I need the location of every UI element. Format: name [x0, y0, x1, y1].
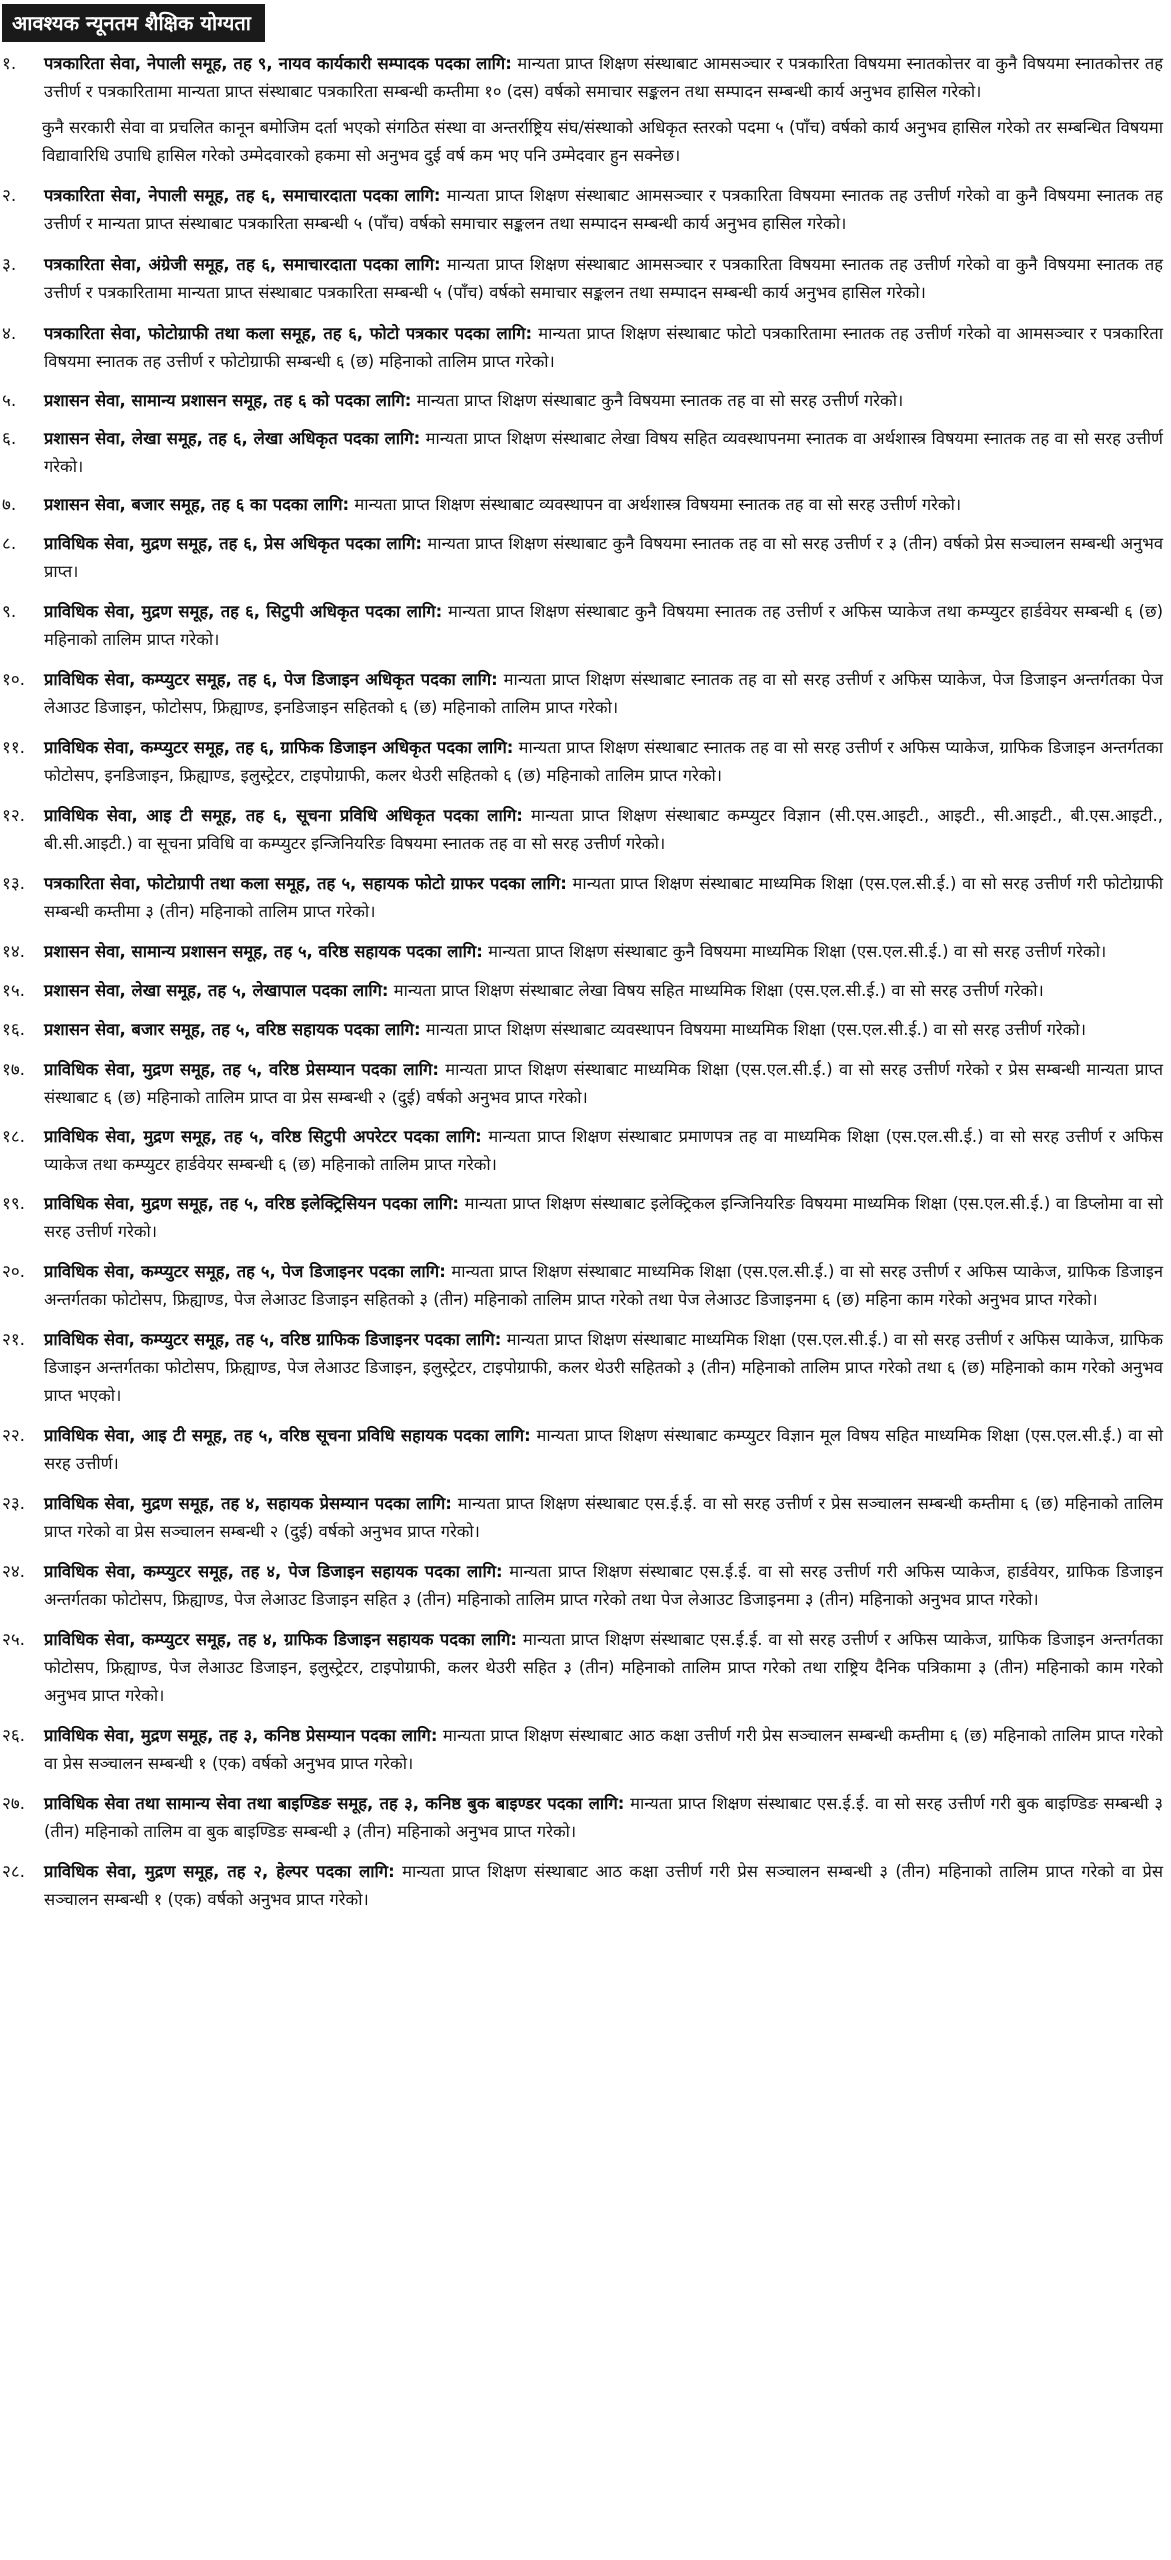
qualification-row — [0, 666, 1171, 722]
post-title: प्राविधिक सेवा, मुद्रण समूह, तह ६, प्रेस अधिकृत पदका लागि: — [44, 534, 422, 553]
post-title: प्राविधिक सेवा, आइ टी समूह, तह ५, वरिष्ठ सूचना प्रविधि सहायक पदका लागि: — [44, 1426, 531, 1445]
item-text — [44, 1422, 1163, 1478]
qualification-row — [0, 182, 1171, 238]
post-title: प्राविधिक सेवा, मुद्रण समूह, तह ५, वरिष्ठ इलेक्ट्रिसियन पदका लागि: — [44, 1194, 460, 1213]
item-number: १८. — [2, 1127, 26, 1147]
qualification-row — [0, 387, 1171, 415]
item-text — [44, 320, 1163, 376]
item-number: १७. — [2, 1060, 26, 1080]
qualification-text: मान्यता प्राप्त शिक्षण संस्थाबाट फोटो पत्रकारितामा स्नातक तह उत्तीर्ण गरेको वा आमसञ्चार र पत्रकारिता विषयमा स्नातक तह उत्तीर्ण र फोटोग्राफी सम्बन्धी ६ (छ) महिनाको तालिम प्राप्त गरेको। — [44, 324, 1163, 371]
item-number: २३. — [2, 1494, 26, 1514]
item-text — [44, 1326, 1163, 1410]
qualification-text: मान्यता प्राप्त शिक्षण संस्थाबाट आमसञ्चार र पत्रकारिता विषयमा स्नातक तह उत्तीर्ण गरेको वा कुनै विषयमा स्नातक तह उत्तीर्ण र मान्यता प्राप्त संस्थाबाट पत्रकारिता सम्बन्धी ५ (पाँच) वर्षको समाचार सङ्कलन तथा सम्पादन सम्बन्धी कार्य अनुभव हासिल गरेको। — [44, 186, 1163, 233]
qualification-text: मान्यता प्राप्त शिक्षण संस्थाबाट कुनै विषयमा माध्यमिक शिक्षा (एस.एल.सी.ई.) वा सो सरह उत्तीर्ण गरेको। — [482, 942, 1107, 961]
qualification-item — [0, 1858, 1171, 1914]
post-title: प्राविधिक सेवा, कम्प्युटर समूह, तह ५, वरिष्ठ ग्राफिक डिजाइनर पदका लागि: — [44, 1330, 502, 1349]
item-text — [44, 50, 1163, 106]
post-title: प्रशासन सेवा, लेखा समूह, तह ५, लेखापाल पदका लागि: — [44, 981, 389, 1000]
item-text — [44, 425, 1163, 481]
qualification-text: मान्यता प्राप्त शिक्षण संस्थाबाट लेखा विषय सहित माध्यमिक शिक्षा (एस.एल.सी.ई.) वा सो सरह उत्तीर्ण गरेको। — [388, 981, 1044, 1000]
post-title: प्राविधिक सेवा, मुद्रण समूह, तह ३, कनिष्ठ प्रेसम्यान पदका लागि: — [44, 1726, 438, 1745]
item-text — [44, 530, 1163, 586]
item-number: २. — [2, 186, 17, 206]
qualification-item — [0, 1056, 1171, 1112]
qualification-row — [0, 1722, 1171, 1778]
qualification-text: मान्यता प्राप्त शिक्षण संस्थाबाट व्यवस्थापन विषयमा माध्यमिक शिक्षा (एस.एल.सी.ई.) वा सो सरह उत्तीर्ण गरेको। — [420, 1020, 1086, 1039]
qualification-item — [0, 870, 1171, 926]
item-number: ११. — [2, 738, 26, 758]
qualification-row — [0, 734, 1171, 790]
qualification-item — [0, 1422, 1171, 1478]
qualification-row — [0, 598, 1171, 654]
qualification-row — [0, 1123, 1171, 1179]
item-number: १२. — [2, 806, 26, 826]
post-title: प्रशासन सेवा, सामान्य प्रशासन समूह, तह ६ को पदका लागि: — [44, 391, 412, 410]
qualification-row — [0, 1016, 1171, 1044]
qualification-item — [0, 251, 1171, 307]
item-text — [44, 1190, 1163, 1246]
qualification-item — [0, 320, 1171, 376]
post-title: प्रशासन सेवा, सामान्य प्रशासन समूह, तह ५, वरिष्ठ सहायक पदका लागि: — [44, 942, 483, 961]
item-text — [44, 734, 1163, 790]
post-title: प्राविधिक सेवा, कम्प्युटर समूह, तह ४, ग्राफिक डिजाइन सहायक पदका लागि: — [44, 1630, 517, 1649]
qualification-row — [0, 1558, 1171, 1614]
item-text — [44, 870, 1163, 926]
post-title: प्राविधिक सेवा तथा सामान्य सेवा तथा बाइण्डिङ समूह, तह ३, कनिष्ठ बुक बाइण्डर पदका लागि: — [44, 1794, 625, 1813]
qualification-text: मान्यता प्राप्त शिक्षण संस्थाबाट स्नातक तह वा सो सरह उत्तीर्ण र अफिस प्याकेज, ग्राफिक डिजाइन अन्तर्गतका फोटोसप, इनडिजाइन, फ्रिह्याण्ड, इलुस्ट्रेटर, टाइपोग्राफी, कलर थेउरी सहितको ६ (छ) महिनाको तालिम प्राप्त गरेको। — [44, 738, 1163, 785]
qualification-row — [0, 425, 1171, 481]
qualification-text: मान्यता प्राप्त शिक्षण संस्थाबाट स्नातक तह वा सो सरह उत्तीर्ण र अफिस प्याकेज, पेज डिजाइन अन्तर्गतका पेज लेआउट डिजाइन, फोटोसप, फ्रिह्याण्ड, इनडिजाइन सहितको ६ (छ) महिनाको तालिम प्राप्त गरेको। — [44, 670, 1163, 717]
qualification-item — [0, 491, 1171, 519]
item-number: १३. — [2, 874, 26, 894]
item-text — [44, 598, 1163, 654]
qualification-row — [0, 1190, 1171, 1246]
qualification-text: मान्यता प्राप्त शिक्षण संस्थाबाट एस.ई.ई. वा सो सरह उत्तीर्ण गरी अफिस प्याकेज, हार्डवेयर, ग्राफिक डिजाइन अन्तर्गतका फोटोसप, फ्रिह्याण्ड, पेज लेआउट डिजाइन सहित ३ (तीन) महिनाको तालिम प्राप्त गरेको तथा पेज लेआउट डिजाइनमा ३ (तीन) महिनाको अनुभव प्राप्त गरेको। — [44, 1562, 1163, 1609]
qualification-text: मान्यता प्राप्त शिक्षण संस्थाबाट प्रमाणपत्र तह वा माध्यमिक शिक्षा (एस.एल.सी.ई.) वा सो सरह उत्तीर्ण र अफिस प्याकेज तथा कम्प्युटर हार्डवेयर सम्बन्धी ६ (छ) महिनाको तालिम प्राप्त गरेको। — [44, 1127, 1163, 1174]
item-text — [44, 1258, 1163, 1314]
qualification-row — [0, 977, 1171, 1005]
item-number: १. — [2, 54, 17, 74]
qualification-row — [0, 1056, 1171, 1112]
qualification-text: मान्यता प्राप्त शिक्षण संस्थाबाट कुनै विषयमा स्नातक तह वा सो सरह उत्तीर्ण र ३ (तीन) वर्षको प्रेस सञ्चालन सम्बन्धी अनुभव प्राप्त। — [44, 534, 1163, 581]
qualification-item — [0, 1258, 1171, 1314]
qualification-item — [0, 50, 1171, 170]
qualification-item — [0, 1123, 1171, 1179]
qualification-item — [0, 1558, 1171, 1614]
qualification-text: मान्यता प्राप्त शिक्षण संस्थाबाट माध्यमिक शिक्षा (एस.एल.सी.ई.) वा सो सरह उत्तीर्ण गरी फोटोग्राफी सम्बन्धी कम्तीमा ३ (तीन) महिनाको तालिम प्राप्त गरेको। — [44, 874, 1163, 921]
qualification-item — [0, 1722, 1171, 1778]
item-number: २१. — [2, 1330, 26, 1350]
post-title: प्राविधिक सेवा, कम्प्युटर समूह, तह ४, पेज डिजाइन सहायक पदका लागि: — [44, 1562, 503, 1581]
qualification-text: मान्यता प्राप्त शिक्षण संस्थाबाट आठ कक्षा उत्तीर्ण गरी प्रेस सञ्चालन सम्बन्धी कम्तीमा ६ (छ) महिनाको तालिम प्राप्त गरेको वा प्रेस सञ्चालन सम्बन्धी १ (एक) वर्षको अनुभव प्राप्त गरेको। — [44, 1726, 1164, 1773]
qualification-row — [0, 1326, 1171, 1410]
item-number: २२. — [2, 1426, 26, 1446]
item-text — [44, 666, 1163, 722]
qualification-text: मान्यता प्राप्त शिक्षण संस्थाबाट एस.ई.ई. वा सो सरह उत्तीर्ण र प्रेस सञ्चालन सम्बन्धी कम्तीमा ६ (छ) महिनाको तालिम प्राप्त गरेको वा प्रेस सञ्चालन सम्बन्धी २ (दुई) वर्षको अनुभव प्राप्त गरेको। — [44, 1494, 1163, 1541]
qualification-text: मान्यता प्राप्त शिक्षण संस्थाबाट व्यवस्थापन वा अर्थशास्त्र विषयमा स्नातक तह वा सो सरह उत्तीर्ण गरेको। — [349, 495, 962, 514]
qualification-text: मान्यता प्राप्त शिक्षण संस्थाबाट आठ कक्षा उत्तीर्ण गरी प्रेस सञ्चालन सम्बन्धी ३ (तीन) महिनाको तालिम प्राप्त गरेको वा प्रेस सञ्चालन सम्बन्धी १ (एक) वर्षको अनुभव प्राप्त गरेको। — [44, 1862, 1163, 1909]
post-title: प्राविधिक सेवा, कम्प्युटर समूह, तह ६, पेज डिजाइन अधिकृत पदका लागि: — [44, 670, 498, 689]
post-title: प्राविधिक सेवा, कम्प्युटर समूह, तह ५, पेज डिजाइनर पदका लागि: — [44, 1262, 446, 1281]
qualification-item — [0, 530, 1171, 586]
post-title: प्रशासन सेवा, बजार समूह, तह ६ का पदका लागि: — [44, 495, 350, 514]
item-number: १९. — [2, 1194, 26, 1214]
post-title: पत्रकारिता सेवा, नेपाली समूह, तह ६, समाचारदाता पदका लागि: — [44, 186, 441, 205]
qualification-row — [0, 1858, 1171, 1914]
qualification-item — [0, 1790, 1171, 1846]
item-text — [44, 1016, 1163, 1044]
item-number: १६. — [2, 1020, 26, 1040]
post-title: प्राविधिक सेवा, मुद्रण समूह, तह ४, सहायक प्रेसम्यान पदका लागि: — [44, 1494, 452, 1513]
section-heading: आवश्यक न्यूनतम शैक्षिक योग्यता — [2, 4, 265, 42]
item-number: २८. — [2, 1862, 26, 1882]
qualification-text: मान्यता प्राप्त शिक्षण संस्थाबाट माध्यमिक शिक्षा (एस.एल.सी.ई.) वा सो सरह उत्तीर्ण र अफिस प्याकेज, ग्राफिक डिजाइन अन्तर्गतका फोटोसप, फ्रिह्याण्ड, पेज लेआउट डिजाइन सहितको ३ (तीन) महिनाको तालिम प्राप्त गरेको तथा पेज लेआउट डिजाइनमा ६ (छ) महिना काम गरेको अनुभव प्राप्त गरेको। — [44, 1262, 1163, 1309]
item-text — [44, 1056, 1163, 1112]
item-number: १४. — [2, 942, 26, 962]
qualification-item — [0, 666, 1171, 722]
item-number: १०. — [2, 670, 26, 690]
post-title: प्रशासन सेवा, लेखा समूह, तह ६, लेखा अधिकृत पदका लागि: — [44, 429, 421, 448]
qualification-item — [0, 802, 1171, 858]
item-number: ६. — [2, 429, 17, 449]
item-text — [44, 977, 1163, 1005]
qualification-row — [0, 1422, 1171, 1478]
item-text — [44, 1558, 1163, 1614]
qualification-row — [0, 1626, 1171, 1710]
qualification-item — [0, 1626, 1171, 1710]
post-title: पत्रकारिता सेवा, फोटोग्रापी तथा कला समूह, तह ५, सहायक फोटो ग्राफर पदका लागि: — [44, 874, 567, 893]
item-number: ४. — [2, 324, 17, 344]
item-text — [44, 1790, 1163, 1846]
item-text — [44, 1626, 1163, 1710]
qualification-text: मान्यता प्राप्त शिक्षण संस्थाबाट माध्यमिक शिक्षा (एस.एल.सी.ई.) वा सो सरह उत्तीर्ण गरेको र प्रेस सम्बन्धी मान्यता प्राप्त संस्थाबाट ६ (छ) महिनाको तालिम प्राप्त वा प्रेस सम्बन्धी २ (दुई) वर्षको अनुभव प्राप्त गरेको। — [44, 1060, 1163, 1107]
qualification-row — [0, 491, 1171, 519]
item-text — [44, 1858, 1163, 1914]
post-title: पत्रकारिता सेवा, नेपाली समूह, तह ९, नायव कार्यकारी सम्पादक पदका लागि: — [44, 54, 512, 73]
qualification-text: मान्यता प्राप्त शिक्षण संस्थाबाट आमसञ्चार र पत्रकारिता विषयमा स्नातकोत्तर वा कुनै विषयमा स्नातकोत्तर तह उत्तीर्ण र पत्रकारितामा मान्यता प्राप्त संस्थाबाट पत्रकारिता सम्बन्धी कम्तीमा १० (दस) वर्षको समाचार सङ्कलन तथा सम्पादन सम्बन्धी कार्य अनुभव हासिल गरेको। — [44, 54, 1163, 101]
item-text — [44, 1722, 1163, 1778]
item-number: ५. — [2, 391, 17, 411]
item-text — [44, 491, 1163, 519]
qualification-row — [0, 938, 1171, 966]
qualification-row — [0, 1258, 1171, 1314]
qualification-row — [0, 530, 1171, 586]
post-title: प्राविधिक सेवा, कम्प्युटर समूह, तह ६, ग्राफिक डिजाइन अधिकृत पदका लागि: — [44, 738, 514, 757]
item-text — [44, 1490, 1163, 1546]
qualification-item — [0, 387, 1171, 415]
item-number: २४. — [2, 1562, 26, 1582]
item-number: ९. — [2, 602, 17, 622]
post-title: प्राविधिक सेवा, मुद्रण समूह, तह ५, वरिष्ठ प्रेसम्यान पदका लागि: — [44, 1060, 439, 1079]
additional-note: कुनै सरकारी सेवा वा प्रचलित कानून बमोजिम दर्ता भएको संगठित संस्था वा अन्तर्राष्ट्रिय संघ/संस्थाको अधिकृत स्तरको पदमा ५ (पाँच) वर्षको कार्य अनुभव हासिल गरेको तर सम्बन्धित विषयमा विद्यावारिधि उपाधि हासिल गरेको उम्मेदवारको हकमा सो अनुभव दुई वर्ष कम भए पनि उम्मेदवार हुन सक्नेछ। — [42, 118, 1163, 165]
qualification-row — [0, 1790, 1171, 1846]
qualification-text: मान्यता प्राप्त शिक्षण संस्थाबाट कम्प्युटर विज्ञान (सी.एस.आइटी., आइटी., सी.आइटी., बी.एस.आइटी., बी.सी.आइटी.) वा सूचना प्रविधि वा कम्प्युटर इन्जिनियरिङ विषयमा स्नातक तह वा सो सरह उत्तीर्ण गरेको। — [44, 806, 1163, 853]
qualification-item — [0, 1016, 1171, 1044]
item-number: ७. — [2, 495, 17, 515]
item-text — [44, 802, 1163, 858]
item-number: १५. — [2, 981, 26, 1001]
qualification-item — [0, 182, 1171, 238]
post-title: प्राविधिक सेवा, आइ टी समूह, तह ६, सूचना प्रविधि अधिकृत पदका लागि: — [44, 806, 523, 825]
qualification-item — [0, 938, 1171, 966]
item-number: ३. — [2, 255, 17, 275]
qualification-text: मान्यता प्राप्त शिक्षण संस्थाबाट कुनै विषयमा स्नातक तह उत्तीर्ण र अफिस प्याकेज तथा कम्प्युटर हार्डवेयर सम्बन्धी ६ (छ) महिनाको तालिम प्राप्त गरेको। — [44, 602, 1163, 649]
post-title: पत्रकारिता सेवा, अंग्रेजी समूह, तह ६, समाचारदाता पदका लागि: — [44, 255, 441, 274]
qualification-text: मान्यता प्राप्त शिक्षण संस्थाबाट लेखा विषय सहित व्यवस्थापनमा स्नातक वा अर्थशास्त्र विषयमा स्नातक तह वा सो सरह उत्तीर्ण गरेको। — [44, 429, 1163, 476]
qualification-row — [0, 802, 1171, 858]
qualification-text: मान्यता प्राप्त शिक्षण संस्थाबाट कम्प्युटर विज्ञान मूल विषय सहित माध्यमिक शिक्षा (एस.एल.सी.ई.) वा सो सरह उत्तीर्ण। — [44, 1426, 1163, 1473]
qualification-row — [0, 251, 1171, 307]
qualification-list — [0, 50, 1171, 2560]
item-text — [44, 1123, 1163, 1179]
item-number: २५. — [2, 1630, 26, 1650]
qualification-text: मान्यता प्राप्त शिक्षण संस्थाबाट आमसञ्चार र पत्रकारिता विषयमा स्नातक तह उत्तीर्ण गरेको वा कुनै विषयमा स्नातक तह उत्तीर्ण र पत्रकारितामा मान्यता प्राप्त संस्थाबाट पत्रकारिता सम्बन्धी ५ (पाँच) वर्षको समाचार सङ्कलन तथा सम्पादन सम्बन्धी कार्य अनुभव हासिल गरेको। — [44, 255, 1163, 302]
qualification-item — [0, 1490, 1171, 1546]
item-number: २०. — [2, 1262, 26, 1282]
qualification-item — [0, 1326, 1171, 1410]
item-text — [44, 387, 1163, 415]
qualification-text: मान्यता प्राप्त शिक्षण संस्थाबाट कुनै विषयमा स्नातक तह वा सो सरह उत्तीर्ण गरेको। — [411, 391, 904, 410]
qualification-row — [0, 870, 1171, 926]
qualification-item — [0, 598, 1171, 654]
item-number: २७. — [2, 1794, 26, 1814]
item-text — [44, 182, 1163, 238]
qualification-text: मान्यता प्राप्त शिक्षण संस्थाबाट एस.ई.ई. वा सो सरह उत्तीर्ण र अफिस प्याकेज, ग्राफिक डिजाइन अन्तर्गतका फोटोसप, फ्रिह्याण्ड, पेज लेआउट डिजाइन, इलुस्ट्रेटर, टाइपोग्राफी, कलर थेउरी सहित ३ (तीन) महिनाको तालिम प्राप्त गरेको तथा राष्ट्रिय दैनिक पत्रिकामा ३ (तीन) महिनाको काम गरेको अनुभव प्राप्त गरेको। — [44, 1630, 1163, 1705]
qualification-item — [0, 1190, 1171, 1246]
qualification-item — [0, 425, 1171, 481]
item-number: ८. — [2, 534, 17, 554]
post-title: पत्रकारिता सेवा, फोटोग्राफी तथा कला समूह, तह ६, फोटो पत्रकार पदका लागि: — [44, 324, 533, 343]
qualification-text: मान्यता प्राप्त शिक्षण संस्थाबाट एस.ई.ई. वा सो सरह उत्तीर्ण गरी बुक बाइण्डिङ सम्बन्धी ३ (तीन) महिनाको तालिम वा बुक बाइण्डिङ सम्बन्धी ३ (तीन) महिनाको अनुभव प्राप्त गरेको। — [44, 1794, 1163, 1841]
qualification-row — [0, 50, 1171, 106]
item-text — [44, 938, 1163, 966]
post-title: प्राविधिक सेवा, मुद्रण समूह, तह २, हेल्पर पदका लागि: — [44, 1862, 395, 1881]
qualification-text: मान्यता प्राप्त शिक्षण संस्थाबाट माध्यमिक शिक्षा (एस.एल.सी.ई.) वा सो सरह उत्तीर्ण र अफिस प्याकेज, ग्राफिक डिजाइन अन्तर्गतका फोटोसप, फ्रिह्याण्ड, पेज लेआउट डिजाइन, इलुस्ट्रेटर, टाइपोग्राफी, कलर थेउरी सहितको ३ (तीन) महिनाको तालिम प्राप्त गरेको तथा ६ (छ) महिनाको काम गरेको अनुभव प्राप्त भएको। — [44, 1330, 1164, 1405]
qualification-row — [0, 1490, 1171, 1546]
post-title: प्राविधिक सेवा, मुद्रण समूह, तह ५, वरिष्ठ सिटुपी अपरेटर पदका लागि: — [44, 1127, 482, 1146]
item-number: २६. — [2, 1726, 26, 1746]
qualification-item — [0, 734, 1171, 790]
qualification-item — [0, 977, 1171, 1005]
qualification-row — [0, 320, 1171, 376]
qualification-text: मान्यता प्राप्त शिक्षण संस्थाबाट इलेक्ट्रिकल इन्जिनियरिङ विषयमा माध्यमिक शिक्षा (एस.एल.सी.ई.) वा डिप्लोमा वा सो सरह उत्तीर्ण गरेको। — [44, 1194, 1163, 1241]
post-title: प्राविधिक सेवा, मुद्रण समूह, तह ६, सिटुपी अधिकृत पदका लागि: — [44, 602, 443, 621]
item-text — [44, 251, 1163, 307]
post-title: प्रशासन सेवा, बजार समूह, तह ५, वरिष्ठ सहायक पदका लागि: — [44, 1020, 421, 1039]
